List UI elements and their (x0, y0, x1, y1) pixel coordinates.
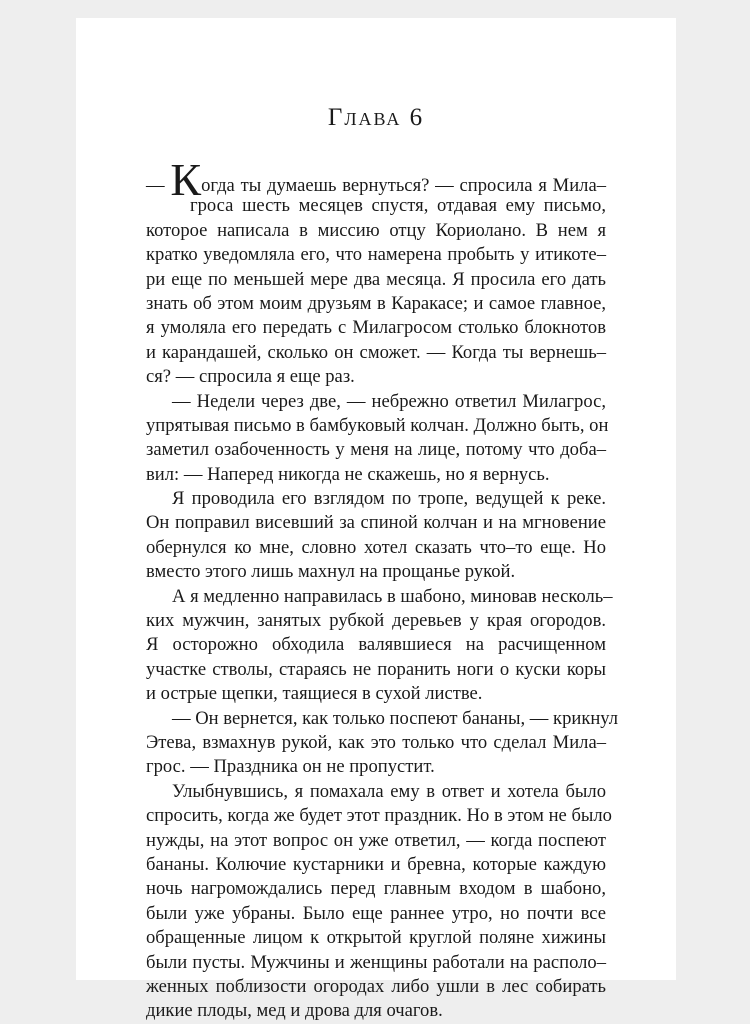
text-line: упрятывая письмо в бамбуковый колчан. Должно быть, он (146, 414, 609, 436)
text-line: знать об этом моим друзьям в Каракасе; и самое главное, (146, 292, 606, 314)
text-line: ночь нагромождались перед главным входом в шабоно, (146, 878, 606, 900)
text-line: гроса шесть месяцев спустя, отдавая ему письмо, (190, 195, 606, 217)
text-line: вместо этого лишь махнул на прощанье рукой. (146, 561, 516, 583)
text-line: ких мужчин, занятых рубкой деревьев у края огородов. (146, 610, 606, 632)
chapter-title: Глава 6 (327, 104, 425, 131)
text-line: Этева, взмахнув рукой, как это только что сделал Мила– (146, 731, 606, 753)
text-line: кратко уведомляла его, что намерена пробыть у итикоте– (146, 244, 606, 266)
text-line: вил: — Наперед никогда не скажешь, но я вернусь. (146, 463, 550, 485)
text-line: участке стволы, стараясь не поранить ноги о куски коры (146, 658, 606, 680)
text-line: спросить, когда же будет этот праздник. Но в этом не было (146, 805, 612, 827)
book-page (76, 18, 676, 1022)
text-line: Я проводила его взглядом по тропе, ведущей к реке. (172, 488, 606, 510)
text-line: и карандашей, сколько он сможет. — Когда ты вернешь– (146, 341, 606, 363)
text-line: — Он вернется, как только поспеют бананы, — крикнул (172, 707, 619, 729)
text-line: обернулся ко мне, словно хотел сказать что–то еще. Но (146, 536, 606, 558)
text-line: бананы. Колючие кустарники и бревна, которые каждую (146, 853, 606, 875)
drop-cap: К (170, 154, 202, 205)
text-line: были пусты. Мужчины и женщины работали на располо– (146, 951, 606, 973)
text-line: дикие плоды, мед и дрова для очагов. (146, 1000, 443, 1022)
text-line: и острые щепки, таящиеся в сухой листве. (146, 683, 483, 705)
text-line: были уже убраны. Было еще раннее утро, но почти все (146, 902, 606, 924)
text-line: Улыбнувшись, я помахала ему в ответ и хотела было (172, 780, 606, 802)
text-line: женных поблизости огородах либо ушли в лес собирать (146, 975, 606, 997)
text-line: заметил озабоченность у меня на лице, потому что доба– (146, 439, 606, 461)
text-line: нужды, на этот вопрос он уже ответил, — когда поспеют (146, 829, 606, 851)
text-line: обращенные лицом к открытой круглой поляне хижины (146, 927, 606, 949)
text-line: — Недели через две, — небрежно ответил Милагрос, (172, 390, 606, 412)
text-line: А я медленно направилась в шабоно, миновав несколь– (172, 585, 613, 607)
text-line: грос. — Праздника он не пропустит. (146, 756, 435, 778)
text-line: Он поправил висевший за спиной колчан и на мгновение (146, 512, 606, 534)
text-line: ся? — спросила я еще раз. (146, 366, 355, 388)
text-line: Я осторожно обходила валявшиеся на расчищенном (146, 634, 606, 656)
text-line: ри еще по меньшей мере два месяца. Я просила его дать (146, 268, 606, 290)
text-line: я умоляла его передать с Милагросом столько блокнотов (146, 317, 606, 339)
text-line: — Когда ты думаешь вернуться? — спросила я Мила– (146, 154, 606, 205)
body-text (146, 154, 619, 1024)
text-line: которое написала в миссию отцу Кориолано. В нем я (146, 219, 606, 241)
